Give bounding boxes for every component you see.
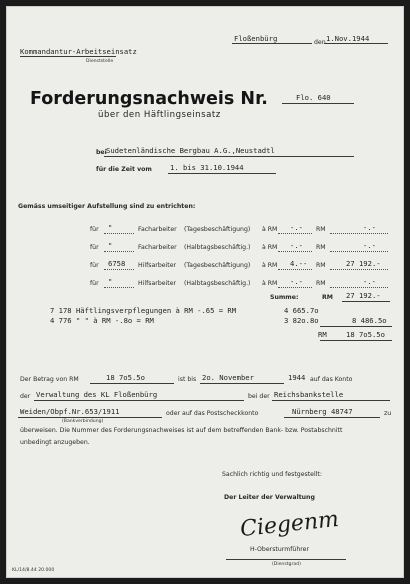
confirmation-text: Sachlich richtig und festgestellt: [222, 471, 322, 478]
document-number: Flo. 640 [296, 93, 331, 102]
bei-der-label: bei der [248, 393, 270, 400]
holder-underline [34, 400, 244, 401]
row-rate: -.- [290, 223, 303, 232]
company-name: Sudetenländische Bergbau A.G.,Neustadtl [106, 146, 275, 155]
row-rm-label: RM [316, 226, 326, 233]
bei-label: bei [96, 149, 107, 156]
row-a-label: à RM [262, 262, 278, 269]
billing-period: 1. bis 31.10.1944 [170, 163, 244, 172]
bank-underline [272, 400, 390, 401]
payment-amount-underline [90, 383, 174, 384]
amount-line [330, 269, 388, 270]
zu-label: zu [384, 410, 392, 417]
summe-underline [342, 301, 390, 302]
meals-line-2: 4 776 " " à RM -.8o = RM [50, 316, 154, 325]
bank-name: Reichsbankstelle [274, 390, 344, 399]
payment-text-2: ist bis [178, 376, 197, 383]
summe-label: Summe: [270, 294, 299, 301]
period-underline [168, 173, 276, 174]
row-amount: 27 192.- [346, 259, 381, 268]
row-role: Facharbeiter [138, 226, 177, 233]
row-amount: -.- [363, 277, 376, 286]
row-kind: (Tagesbeschäftigung) [184, 262, 251, 269]
payment-note-1: überweisen. Die Nummer des Forderungsnachweises ist auf dem betreffenden Bank- bzw. Postabschnitt [20, 427, 343, 434]
date-underline [324, 43, 388, 44]
row-amount: -.- [363, 241, 376, 250]
office-underline [20, 56, 116, 57]
signer-rank: H-Obersturmführer [250, 546, 310, 553]
row-kind: (Halbtagsbeschäftig.) [184, 244, 251, 251]
postscheck-account: Nürnberg 48747 [292, 407, 353, 416]
account-underline [18, 417, 162, 418]
count-line [104, 251, 134, 252]
total-double-underline [320, 340, 392, 341]
row-count: " [108, 223, 113, 232]
summe-value: 27 192.- [346, 291, 381, 300]
account-holder: Verwaltung des KL Floßenbürg [36, 390, 158, 399]
row-role: Facharbeiter [138, 244, 177, 251]
payment-amount: 18 7o5.5o [106, 373, 145, 382]
row-fuer: für [90, 244, 99, 251]
rate-line [278, 269, 312, 270]
meals-value-2: 3 82o.8o [284, 316, 319, 325]
row-rate: -.- [290, 241, 303, 250]
postscheck-label: oder auf das Postscheckkonto [166, 410, 259, 417]
row-count: " [108, 277, 113, 286]
subtotal-underline [320, 326, 392, 327]
der-label: der [20, 393, 31, 400]
bankverbindung-caption: (Bankverbindung) [62, 419, 104, 424]
row-kind: (Halbtagsbeschäftig.) [184, 280, 251, 287]
meals-value-1: 4 665.7o [284, 306, 319, 315]
handwritten-signature: Ciegenm [238, 506, 341, 543]
document-subtitle: über den Häftlingseinsatz [98, 110, 221, 120]
row-rm-label: RM [316, 244, 326, 251]
count-line [104, 269, 134, 270]
count-line [104, 233, 134, 234]
total-value: 18 7o5.5o [346, 330, 385, 339]
row-fuer: für [90, 262, 99, 269]
meals-subtotal: 8 486.5o [352, 316, 387, 325]
meals-line-1: 7 178 Häftlingsverpflegungen à RM -.65 = RM [50, 306, 237, 315]
form-number: KL/14/8.44 20.000 [12, 568, 55, 573]
number-underline [282, 103, 354, 104]
document-page [6, 6, 404, 578]
rate-line [278, 287, 312, 288]
row-rate: -.- [290, 277, 303, 286]
place-underline [232, 43, 312, 44]
dienstgrad-caption: (Dienstgrad) [272, 562, 301, 567]
period-label: für die Zeit vom [96, 166, 152, 173]
company-underline [104, 156, 354, 157]
payment-text-3: auf das Konto [310, 376, 353, 383]
amount-line [330, 233, 388, 234]
total-rm: RM [318, 330, 327, 339]
issuing-office: Kommandantur-Arbeitseinsatz [20, 47, 137, 56]
den-label: den [314, 39, 326, 46]
document-title: Forderungsnachweis Nr. [30, 89, 268, 109]
amount-line [330, 251, 388, 252]
payment-text-1: Der Betrag von RM [20, 376, 79, 383]
bank-account: Weiden/Obpf.Nr.653/1911 [20, 407, 120, 416]
issue-date: 1.Nov.1944 [326, 34, 370, 43]
row-a-label: à RM [262, 280, 278, 287]
postscheck-underline [284, 417, 380, 418]
payment-note-2: unbedingt anzugeben. [20, 439, 90, 446]
due-underline [200, 383, 284, 384]
office-caption: Dienststelle [86, 59, 114, 64]
amount-line [330, 287, 388, 288]
place: Floßenbürg [234, 34, 278, 43]
row-a-label: à RM [262, 244, 278, 251]
signer-role: Der Leiter der Verwaltung [224, 494, 315, 501]
due-date: 2o. November [202, 373, 254, 382]
row-a-label: à RM [262, 226, 278, 233]
row-role: Hilfsarbeiter [138, 262, 177, 269]
rate-line [278, 233, 312, 234]
row-rm-label: RM [316, 280, 326, 287]
row-fuer: für [90, 226, 99, 233]
row-count: 6758 [108, 259, 126, 268]
row-role: Hilfsarbeiter [138, 280, 177, 287]
signature-line [226, 559, 346, 560]
row-rate: 4.-- [290, 259, 308, 268]
count-line [104, 287, 134, 288]
rate-line [278, 251, 312, 252]
summe-rm: RM [322, 294, 333, 301]
row-rm-label: RM [316, 262, 326, 269]
row-kind: (Tagesbeschäftigung) [184, 226, 251, 233]
due-year: 1944 [288, 373, 306, 382]
row-count: " [108, 241, 113, 250]
row-fuer: für [90, 280, 99, 287]
intro-text-line: Gemäss umseitiger Aufstellung sind zu entrichten: [18, 203, 196, 210]
row-amount: -.- [363, 223, 376, 232]
